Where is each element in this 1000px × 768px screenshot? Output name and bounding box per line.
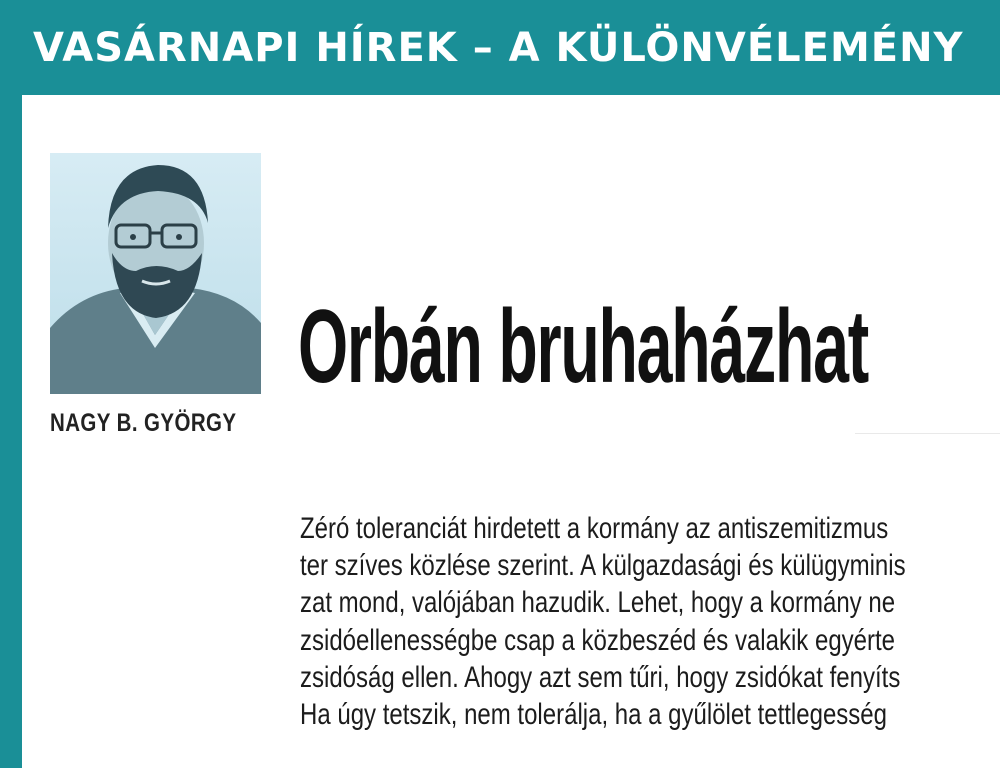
body-line: zsidóság ellen. Ahogy azt sem tűri, hogy zsidókat fenyíts bbox=[300, 660, 901, 694]
article-body bbox=[300, 510, 1000, 733]
author-name: NAGY B. GYÖRGY bbox=[50, 409, 237, 437]
author-photo bbox=[50, 153, 261, 394]
accent-sidebar-rule bbox=[0, 95, 22, 768]
body-line: Zéró toleranciát hirdetett a kormány az antiszemitizmus bbox=[300, 512, 889, 545]
article-headline: Orbán bruhaházhat bbox=[298, 289, 869, 405]
body-line: zsidóellenességbe csap a közbeszéd és valakik egyérte bbox=[300, 623, 896, 657]
body-line: ter szíves közlése szerint. A külgazdasági és külügyminis bbox=[300, 549, 906, 583]
section-title: VASÁRNAPI HÍREK – A KÜLÖNVÉLEMÉNY bbox=[33, 25, 964, 71]
body-line: Ha úgy tetszik, nem tolerálja, ha a gyűlölet tettlegesség bbox=[300, 697, 887, 731]
section-banner bbox=[0, 0, 1000, 95]
body-line: zat mond, valójában hazudik. Lehet, hogy a kormány ne bbox=[300, 586, 896, 620]
headline-divider bbox=[855, 433, 1000, 434]
